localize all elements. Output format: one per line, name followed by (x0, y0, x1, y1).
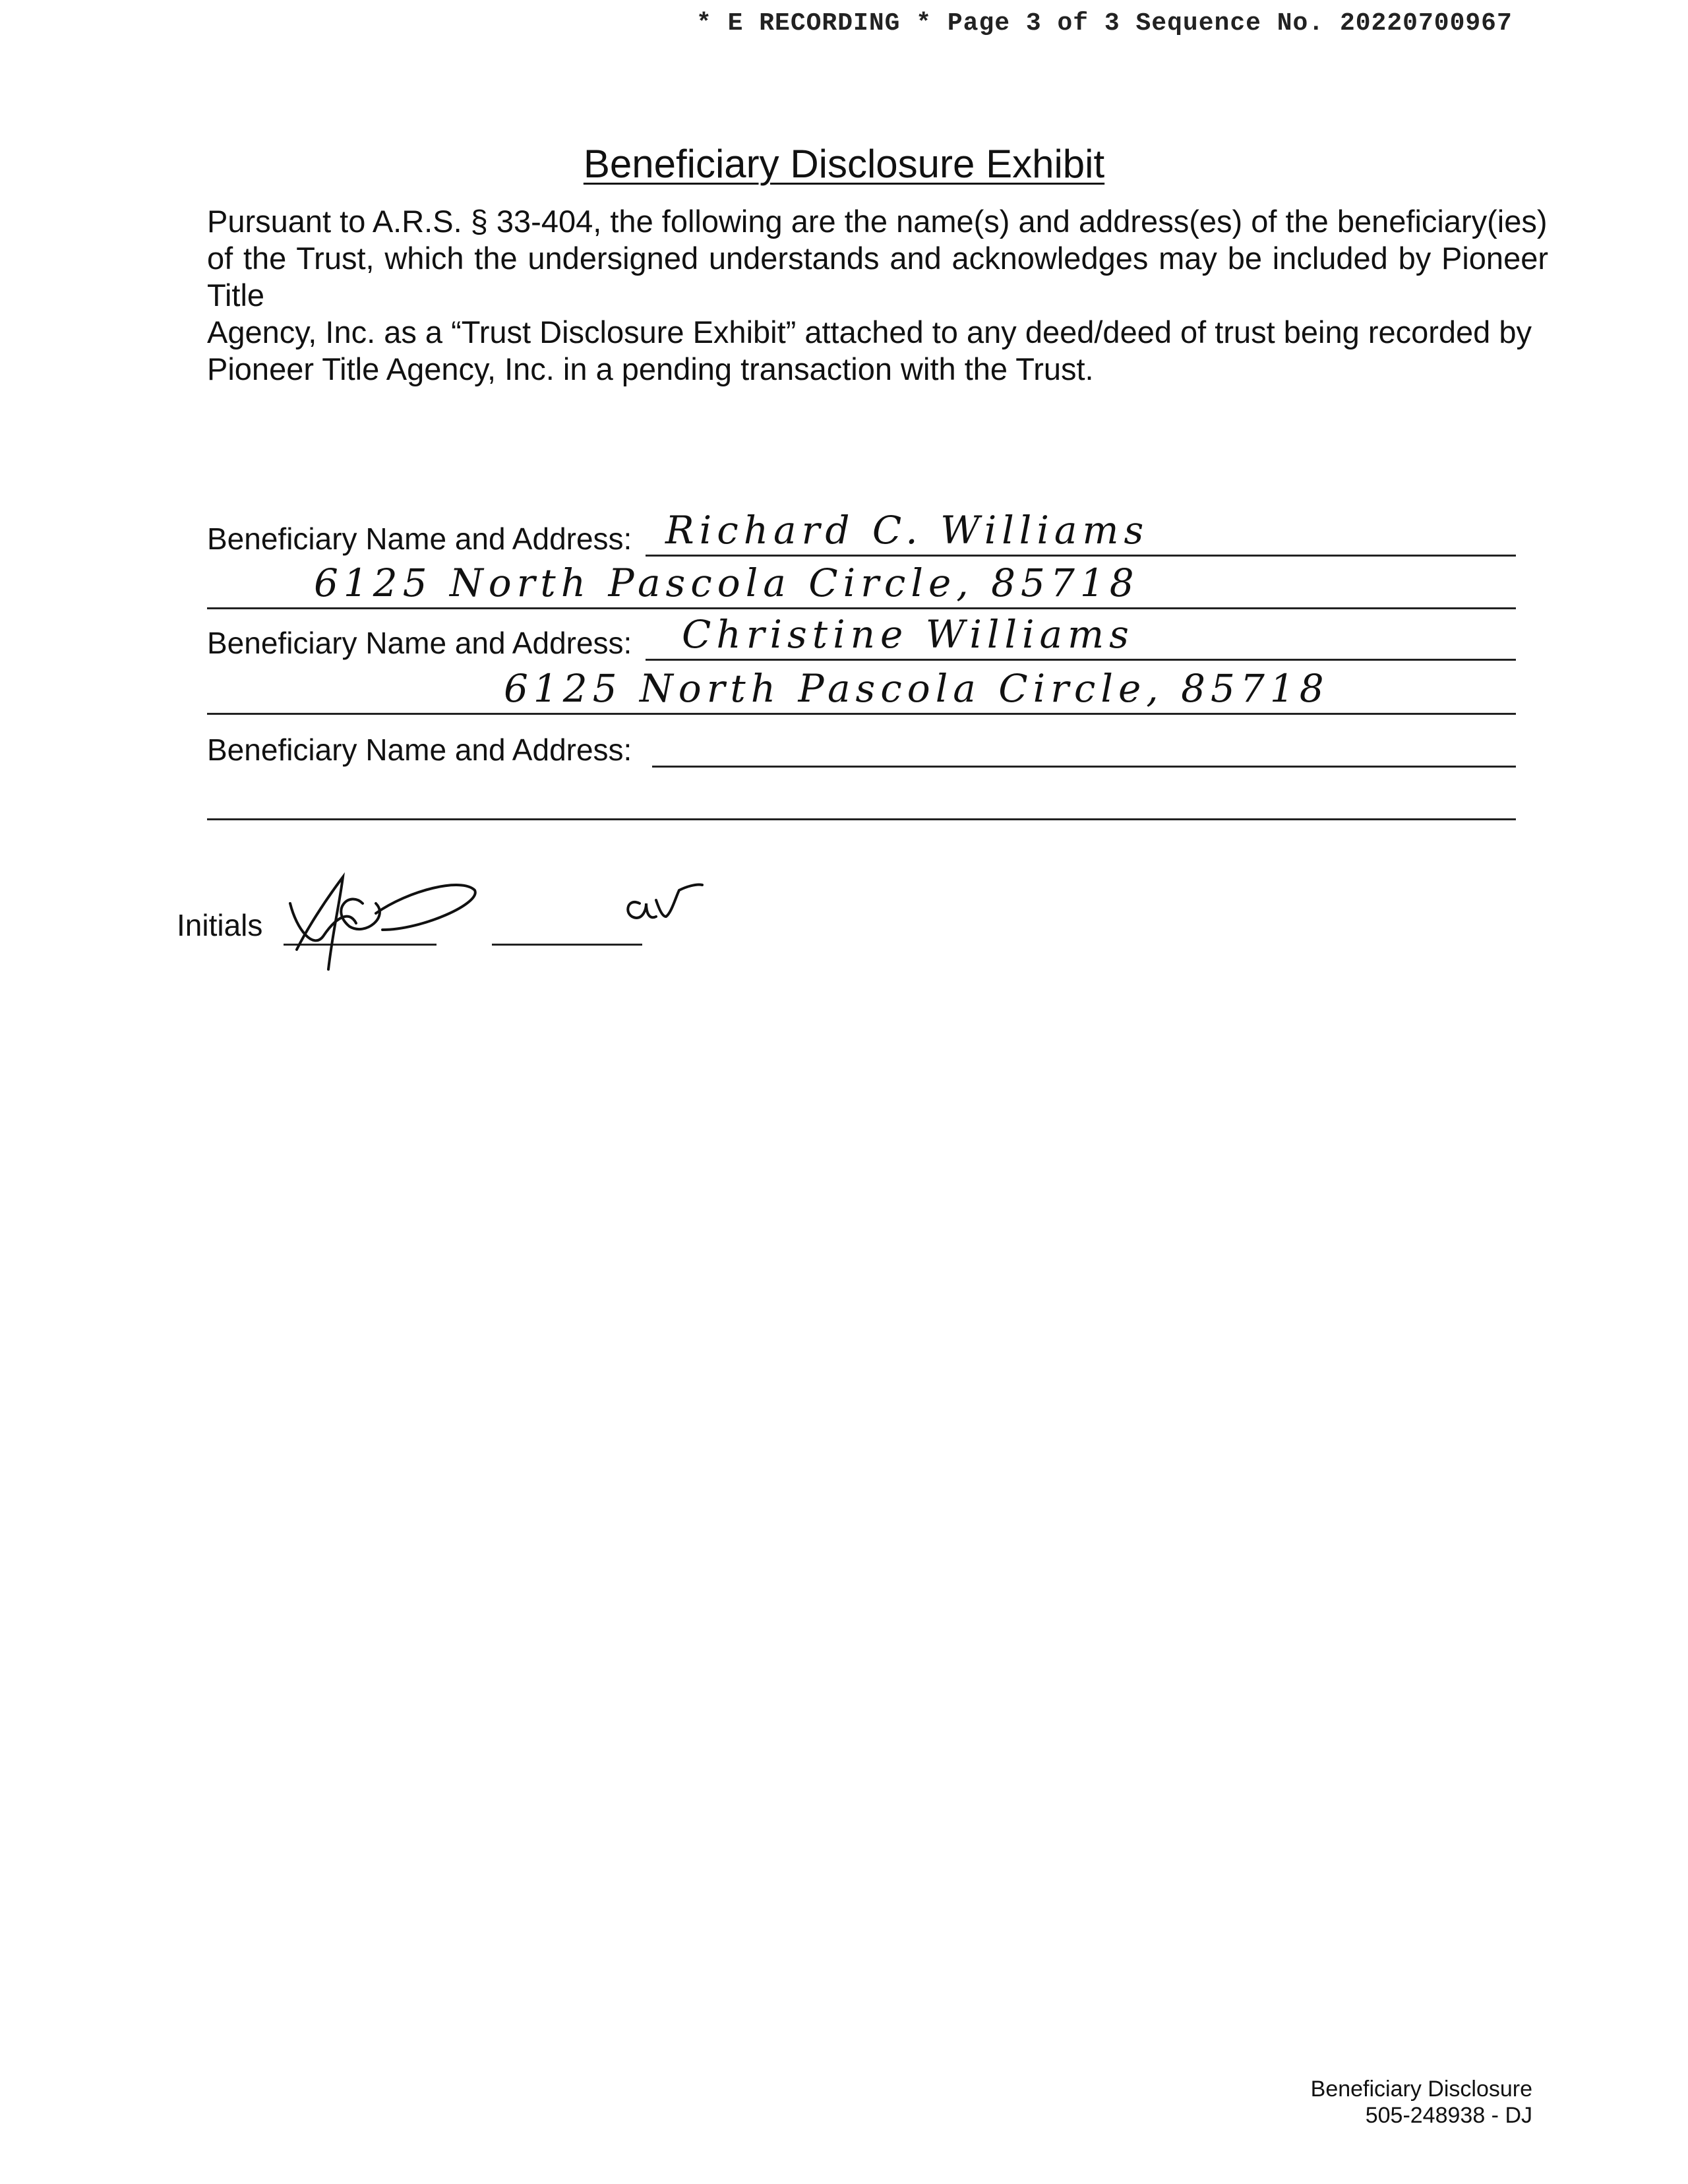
footer-doc-number: 505-248938 - DJ (1365, 2103, 1532, 2128)
beneficiary-label: Beneficiary Name and Address: (207, 522, 632, 556)
beneficiary-label: Beneficiary Name and Address: (207, 733, 632, 767)
initials-line-2 (492, 944, 642, 946)
initials-label: Initials (177, 908, 263, 942)
beneficiary-2-address-row (207, 666, 1516, 719)
intro-line: of the Trust, which the undersigned understands and acknowledges may be included by Pioneer Title (207, 241, 1548, 313)
intro-paragraph (207, 203, 1548, 388)
document-footer (1311, 2076, 1532, 2129)
initials-signature-1 (277, 864, 488, 976)
intro-line: Pioneer Title Agency, Inc. in a pending transaction with the Trust. (207, 351, 1094, 386)
beneficiary-1-address: 6125 North Pascola Circle, 85718 (314, 561, 1139, 605)
beneficiary-3-name-row (207, 732, 1516, 772)
beneficiary-1-address-row (207, 561, 1516, 613)
beneficiary-1-name-line (646, 555, 1516, 557)
beneficiary-2-address: 6125 North Pascola Circle, 85718 (504, 666, 1329, 711)
document-title: Beneficiary Disclosure Exhibit (583, 142, 1105, 186)
beneficiary-2-name-line (646, 659, 1516, 661)
intro-line: Agency, Inc. as a “Trust Disclosure Exhibit” attached to any deed/deed of trust being recorded by (207, 315, 1532, 349)
footer-doc-name: Beneficiary Disclosure (1310, 2077, 1532, 2102)
beneficiary-label: Beneficiary Name and Address: (207, 626, 632, 660)
beneficiary-1-name: Richard C. Williams (665, 508, 1149, 553)
beneficiary-3-address-line (207, 818, 1516, 820)
initials-signature-2 (620, 877, 712, 930)
intro-line: Pursuant to A.R.S. § 33-404, the following are the name(s) and address(es) of the beneficiary(ies) (207, 204, 1548, 239)
recording-header: * E RECORDING * Page 3 of 3 Sequence No. 20220700967 (696, 9, 1513, 38)
beneficiary-2-address-line (207, 713, 1516, 715)
beneficiary-3-address-row (207, 785, 1516, 824)
beneficiary-2-name-row (207, 612, 1516, 665)
beneficiary-3-name-line (652, 766, 1516, 768)
beneficiary-2-name: Christine Williams (682, 612, 1134, 657)
beneficiary-1-address-line (207, 607, 1516, 609)
beneficiary-1-name-row (207, 508, 1516, 561)
